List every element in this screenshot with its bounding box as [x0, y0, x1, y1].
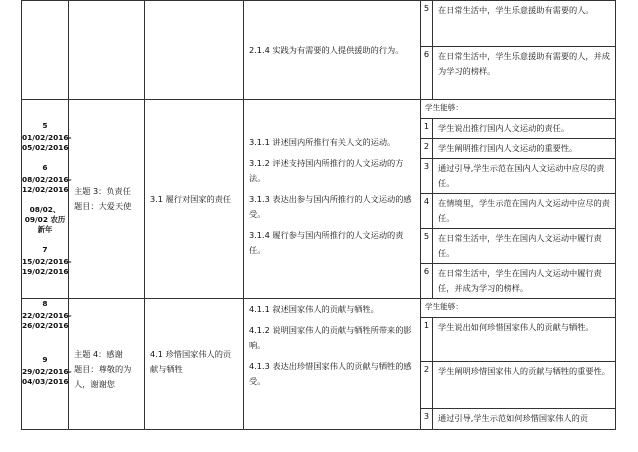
- item-desc: 在日常生活中，学生在国内人文运动中履行责任。: [433, 229, 616, 264]
- standard-cell: [145, 1, 244, 100]
- item-desc: 学生阐明推行国内人文运动的重要性。: [433, 139, 616, 159]
- item-num: 6: [421, 46, 433, 99]
- item-num: 5: [421, 229, 433, 264]
- table-row: [22, 1, 616, 47]
- item-num: 1: [421, 119, 433, 139]
- item-desc: 学生阐明珍惜国家伟人的贡献与牺牲的重要性。: [433, 362, 616, 409]
- objective-cell: [244, 1, 421, 100]
- item-num: 2: [421, 139, 433, 159]
- week-entry: 9 29/02/2016-04/03/2016: [22, 355, 72, 386]
- item-num: 5: [421, 1, 433, 47]
- item-num: 6: [421, 264, 433, 299]
- item-desc: 通过引导,学生示范在国内人文运动中应尽的责任。: [433, 159, 616, 194]
- objective-text: 3.1.4 履行参与国内所推行的人文运动的责任。: [249, 229, 404, 255]
- item-desc: 在日常生活中，学生乐意援助有需要的人，并成为学习的榜样。: [433, 46, 616, 99]
- objective-cell: [244, 299, 421, 430]
- item-num: 3: [421, 159, 433, 194]
- theme-cell: [69, 299, 145, 430]
- item-num: 2: [421, 362, 433, 409]
- objective-cell: [244, 100, 421, 299]
- item-desc: 学生说出推行国内人文运动的责任。: [433, 119, 616, 139]
- standard-cell: 3.1 履行对国家的责任: [145, 100, 244, 299]
- week-cell: [22, 299, 72, 430]
- table-row: [22, 100, 616, 119]
- theme-cell: [69, 1, 145, 100]
- item-desc: 学生说出如何珍惜国家伟人的贡献与牺牲。: [433, 318, 616, 362]
- section-header: 学生能够：: [421, 100, 616, 119]
- theme-cell: [69, 100, 145, 299]
- theme-label: 主题 3：负责任: [74, 186, 131, 196]
- week-cell: [22, 100, 72, 299]
- objective-text: 3.1.1 讲述国内所推行有关人文的运动。: [249, 136, 396, 147]
- objective-text: 2.1.4 实践为有需要的人提供援助的行为。: [249, 44, 404, 55]
- objective-text: 3.1.3 表达出参与国内所推行的人文运动的感受。: [249, 193, 412, 219]
- item-desc: 在情境里，学生示范在国内人文运动中应尽的责任。: [433, 194, 616, 229]
- table-row: [22, 299, 616, 318]
- objective-text: 4.1.3 表达出珍惜国家伟人的贡献与牺牲的感受。: [249, 361, 412, 386]
- week-entry: 6 08/02/2016-12/02/2016: [22, 163, 72, 194]
- item-num: 1: [421, 318, 433, 362]
- topic-label: 题目：尊敬的为人，谢谢您: [74, 364, 132, 389]
- item-desc: 在日常生活中，学生乐意援助有需要的人。: [433, 1, 616, 47]
- week-cell: [22, 1, 69, 100]
- objective-text: 4.1.1 叙述国家伟人的贡献与牺牲。: [249, 304, 379, 314]
- item-desc: 在日常生活中，学生在国内人文运动中履行责任，并成为学习的榜样。: [433, 264, 616, 299]
- standard-cell: 4.1 珍惜国家伟人的贡献与牺牲: [145, 299, 244, 430]
- item-num: 4: [421, 194, 433, 229]
- week-entry: 5 01/02/2016-05/02/2016: [22, 121, 72, 152]
- topic-label: 题目：大爱天使: [74, 201, 132, 211]
- theme-label: 主题 4：感谢: [74, 349, 123, 359]
- week-entry: 7 15/02/2016-19/02/2016: [22, 245, 72, 276]
- item-desc: 通过引导,学生示范如何珍惜国家伟人的贡: [433, 409, 616, 430]
- lesson-plan-table: [21, 0, 616, 430]
- holiday-note: 08/02、09/02 农历新年: [24, 205, 66, 234]
- objective-text: 4.1.2 说明国家伟人的贡献与牺牲所带来的影响。: [249, 325, 412, 350]
- objective-text: 3.1.2 评述支持国内所推行的人文运动的方法。: [249, 157, 404, 183]
- item-num: 3: [421, 409, 433, 430]
- section-header: 学生能够：: [421, 299, 616, 318]
- week-entry: 8 22/02/2016-26/02/2016: [22, 299, 72, 330]
